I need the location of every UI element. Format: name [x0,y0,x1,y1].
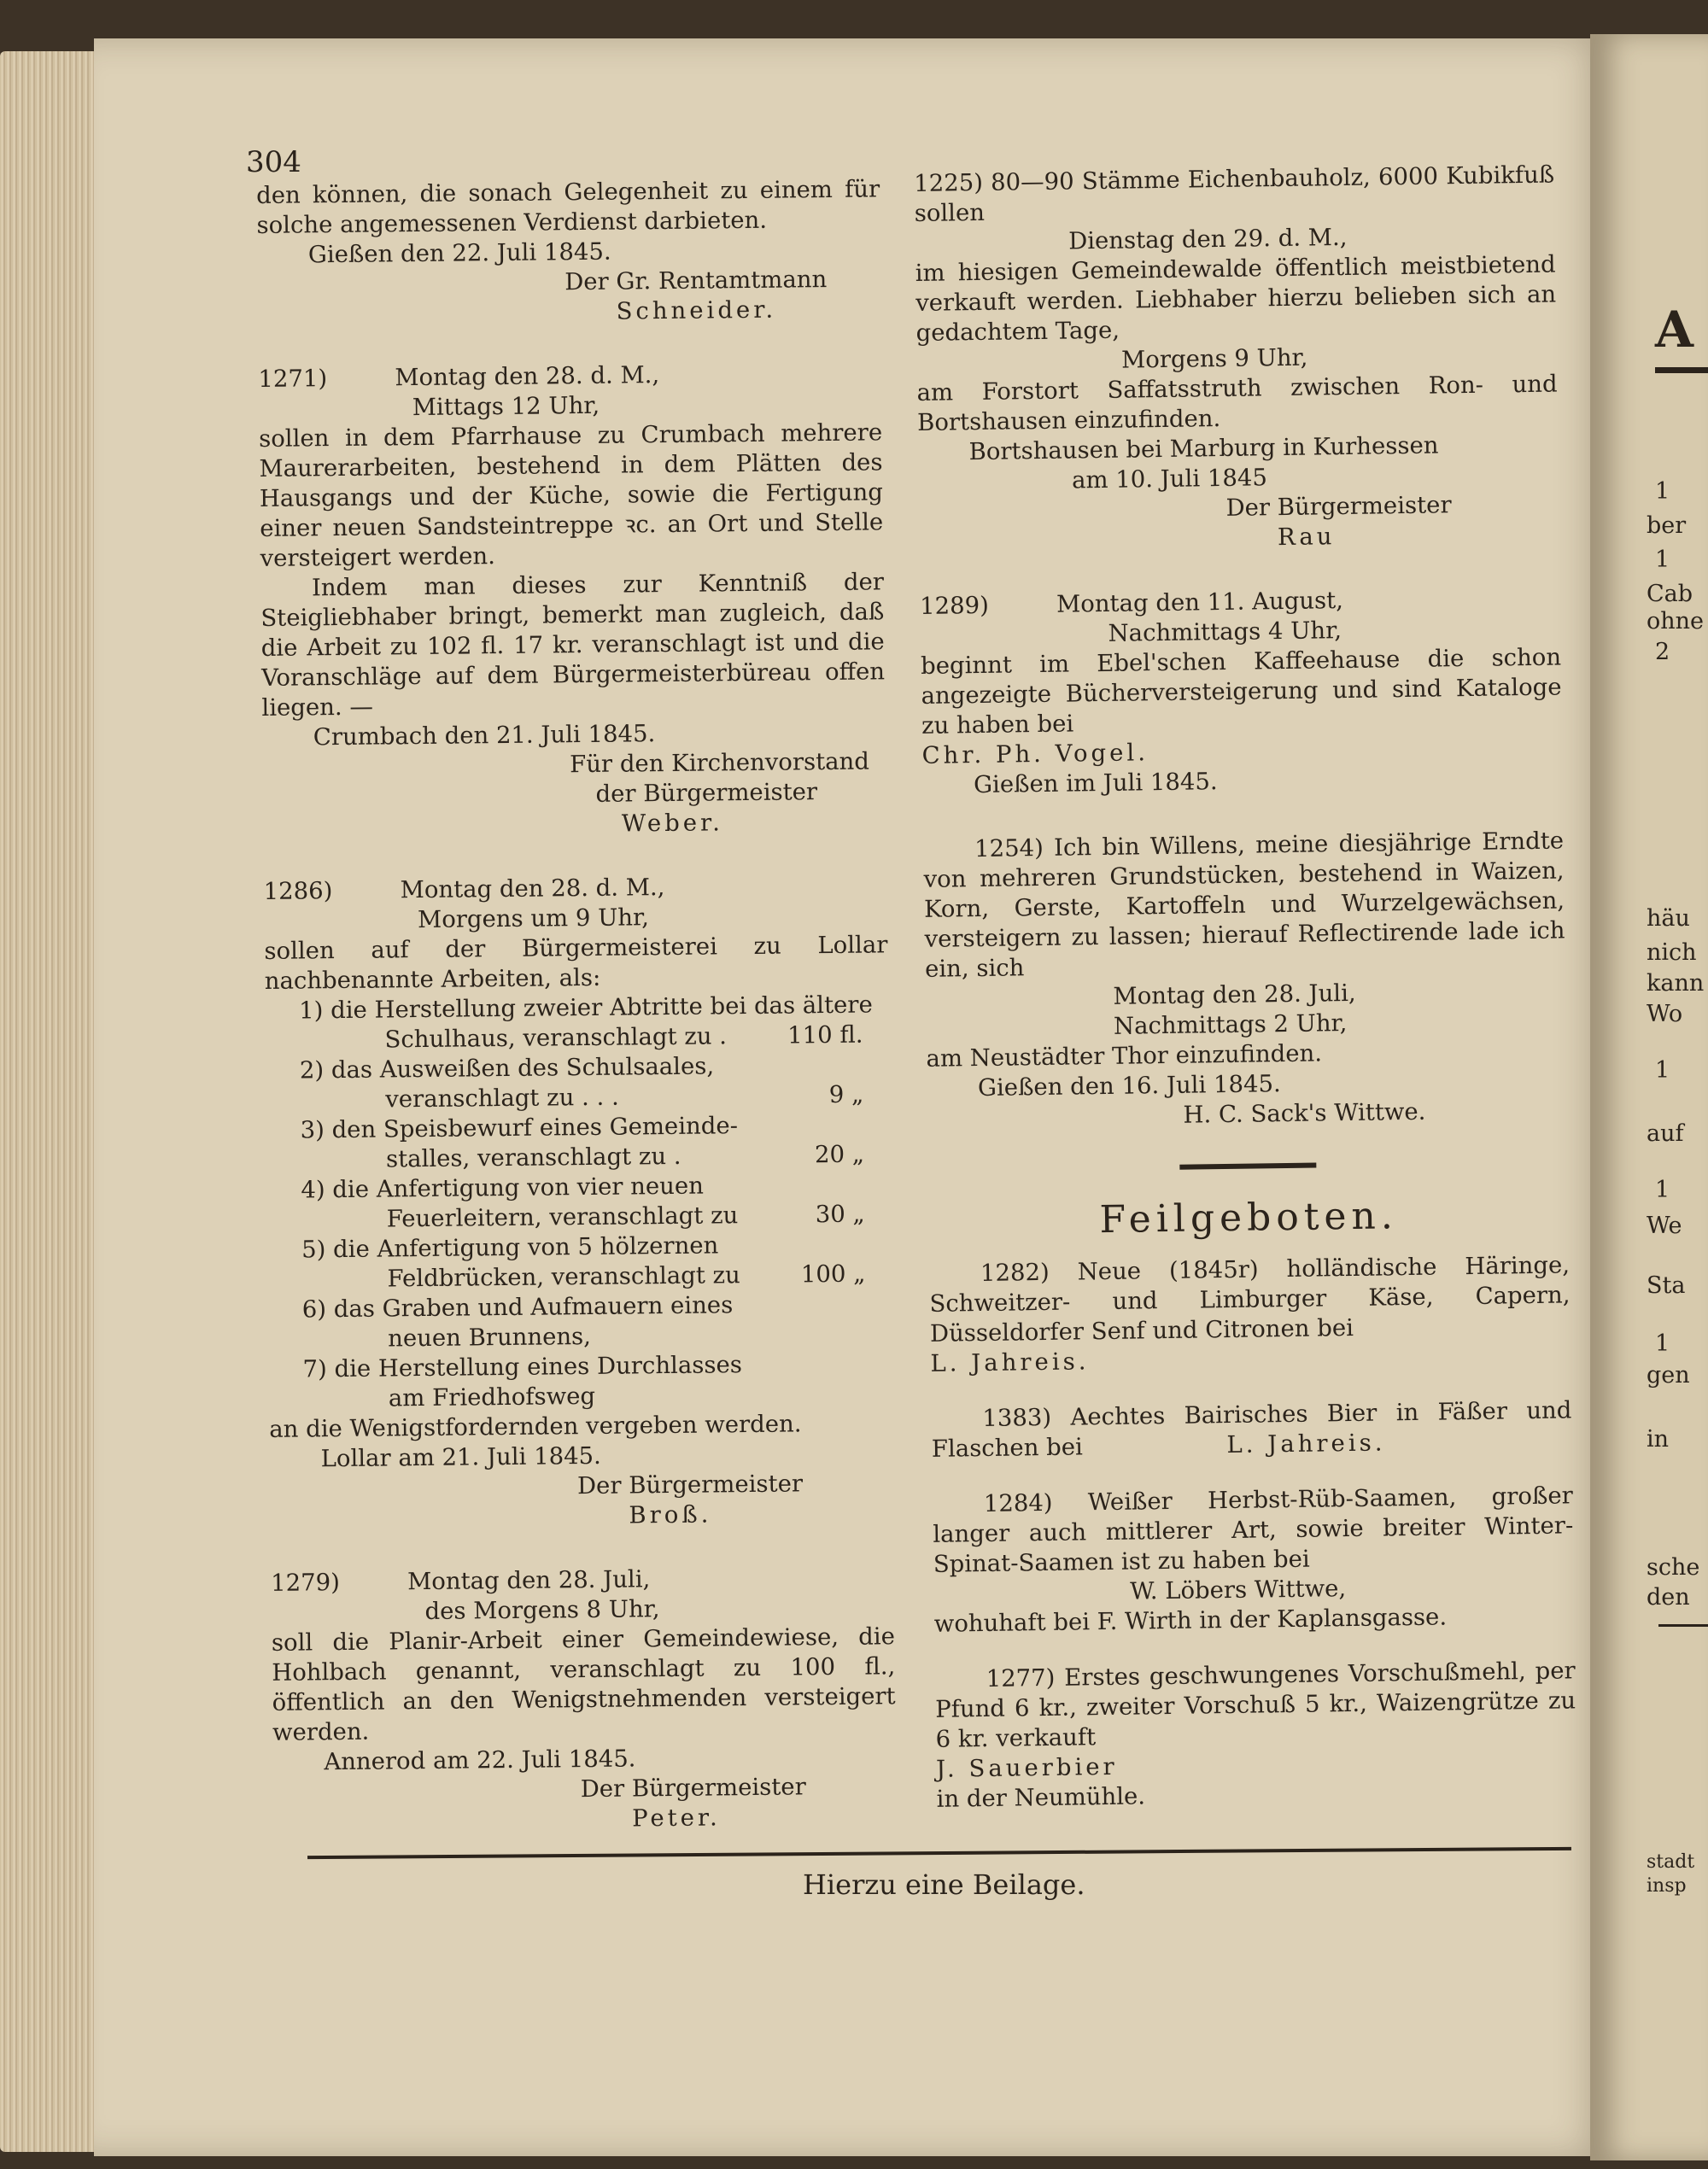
offer-signature: L. Jahreis. [930,1348,1090,1377]
notice-signature: Der Gr. Rentamtmann [564,266,828,296]
offer-signature-address: wohuhaft bei F. Wirth in der Kaplansgasse. [933,1603,1448,1638]
notice-body: im hiesigen Gemeindewalde öffentlich meistbietend verkauft werden. Liebhaber hierzu belieben sich an gedachtem Tage, [915,250,1557,347]
notice-time: Nachmittags 2 Uhr, [1113,1009,1348,1040]
notice-place-date: Crumbach den 21. Juli 1845. [313,720,656,751]
next-page-line: häu [1647,905,1690,932]
notice-signature: Der Bürgermeister [1225,491,1452,522]
offer-signature: W. Löbers Wittwe, [1130,1575,1347,1605]
next-page-line: insp [1647,1875,1687,1897]
notice-intro [256,174,881,330]
offer-signature-address: in der Neumühle. [936,1782,1146,1813]
list-item-label: 4) die Anfertigung von vier neuen [301,1172,705,1204]
notice-signature: Weber. [621,809,724,838]
notice-time: Montag den 28. Juli, [1113,979,1356,1010]
notice-number: 1289) [919,591,990,620]
notice-time: Montag den 28. d. M., [400,874,665,904]
notice-1254 [923,826,1568,1133]
next-page-line: stadt [1647,1851,1695,1873]
next-page-line: Sta [1647,1272,1686,1299]
offer-signature: L. Jahreis. [1226,1429,1386,1459]
notice-time: Montag den 11. August, [1056,587,1344,618]
next-page-line: 1 [1655,478,1670,505]
list-item-label: 5) die Anfertigung von 5 hölzernen [301,1231,719,1264]
notice-body: Ich bin Willens, meine diesjährige Erndte von mehreren Grundstücken, bestehend in Waizen, Korn, Gerste, Kartoffeln und Wurzelgewächsen, versteigern zu lassen; hierauf Reflectirende lade ich ein, sich [923,827,1565,983]
notice-time: Dienstag den 29. d. M., [1068,223,1348,255]
notice-signature: der Bürgermeister [595,778,818,808]
next-page-line: kann [1647,970,1705,997]
notice-1289 [920,582,1563,800]
next-page-heading: A [1655,301,1694,359]
next-page-line: ohne [1647,608,1705,634]
notice-body: Indem man dieses zur Kenntniß der Steigliebhaber bringt, bemerkt man zugleich, daß die Arbeit zu 102 fl. 17 kr. veranschlagt ist und die Voranschläge auf dem Bürgermeisterbüreau offen liegen. — [260,568,886,722]
offer-number: 1277) [986,1663,1056,1693]
offer-body: Erstes geschwungenes Vorschußmehl, per Pfund 6 kr., zweiter Vorschuß 5 kr., Waizengrütze zu 6 kr. verkauft [934,1657,1576,1753]
section-divider [1179,1163,1316,1170]
list-item-cost: 9 „ [828,1080,864,1109]
notice-number: 1225) [914,168,984,197]
list-item-cost [772,1318,892,1349]
offer-1277 [934,1656,1576,1814]
offer-1383 [931,1395,1572,1464]
list-item-cost: 30 „ [815,1200,865,1229]
next-page-line: in [1647,1426,1670,1453]
notice-signature: Schneider. [616,295,777,325]
offer-1282 [929,1250,1571,1378]
notice-number: 1286) [263,877,333,905]
list-item-label: am Friedhofsweg [388,1382,596,1412]
list-item-cost: 20 „ [814,1140,865,1169]
right-column [914,161,1577,1815]
list-item-label: Feuerleitern, veranschlagt zu [386,1201,739,1233]
list-item-label: 1) die Herstellung zweier Abtritte bei das ältere [299,991,873,1025]
next-page-rule [1658,1624,1708,1627]
offer-body: Neue (1845r) holländische Häringe, Schweitzer- und Limburger Käse, Capern, Düsseldorfer Senf und Citronen bei [929,1251,1571,1348]
notice-time: Nachmittags 4 Uhr, [1108,617,1342,647]
notice-time: Montag den 28. Juli, [407,1565,651,1596]
next-page-line: auf [1647,1120,1684,1147]
notice-signature: Chr. Ph. Vogel. [921,739,1149,769]
notice-signature: H. C. Sack's Wittwe. [1183,1097,1426,1129]
list-item-label: neuen Brunnens, [388,1322,592,1353]
next-page-rule [1655,367,1708,373]
list-item-label: Feldbrücken, veranschlagt zu [387,1261,740,1293]
list-item-label: veranschlagt zu . . . [385,1083,619,1114]
list-item-label: 6) das Graben und Aufmauern eines [301,1291,734,1324]
next-page-line: gen [1647,1362,1690,1389]
notice-place-date: Bortshausen bei Marburg in Kurhessen [968,431,1439,466]
notice-headline: 80—90 Stämme Eichenbauholz, 6000 Kubikfuß sollen [914,161,1555,227]
list-item-cost: 100 „ [800,1260,866,1289]
notice-place-date: Gießen den 22. Juli 1845. [307,237,611,269]
offer-body: Aechtes Bairisches Bier in Fäßer und Flaschen bei [931,1396,1572,1463]
notice-number: 1271) [258,365,328,393]
notice-body: am Neustädter Thor einzufinden. [926,1039,1323,1073]
list-item-cost [773,1378,892,1409]
notice-place-date: Annerod am 22. Juli 1845. [324,1745,636,1776]
next-page-line: We [1647,1213,1682,1239]
offer-1284 [933,1481,1575,1639]
notice-body: an die Wenigstfordernden vergeben werden. [269,1410,802,1443]
notice-number: 1254) [974,833,1044,863]
notice-body: sollen in dem Pfarrhause zu Crumbach mehrere Maurerarbeiten, bestehend in dem Plätten des Hausgangs und der Küche, sowie die Fertigung einer neuen Sandsteintreppe ꝛc. an Ort und Stelle versteigert werden. [258,418,884,572]
list-item-label: 3) den Speisbewurf eines Gemeinde- [300,1112,739,1144]
notice-1225 [914,161,1559,558]
notice-signature: Peter. [631,1804,721,1833]
next-page-line: 1 [1655,547,1670,573]
section-title: Feilgeboten. [1099,1194,1399,1242]
list-item-label: 2) das Ausweißen des Schulsaales, [299,1052,715,1084]
notice-time: des Morgens 8 Uhr, [424,1595,660,1626]
list-item-label: Schulhaus, veranschlagt zu . [384,1022,728,1054]
notice-signature: Für den Kirchenvorstand [570,747,870,779]
next-page-line: 1 [1655,1177,1670,1203]
offer-body: Weißer Herbst-Rüb-Saamen, großer langer auch mittlerer Art, sowie breiter Winter-Spinat-Saamen ist zu haben bei [933,1482,1574,1578]
notice-signature: Der Bürgermeister [576,1470,804,1500]
next-page-line: 1 [1655,1330,1670,1357]
notice-time: Morgens 9 Uhr, [1120,343,1308,374]
list-item-label: stalles, veranschlagt zu . [385,1142,681,1173]
next-page-line: ber [1647,512,1687,539]
notice-time: Morgens um 9 Uhr, [417,903,650,934]
right-page-fragment [1590,34,1708,2160]
list-item-cost: 110 fl. [787,1020,863,1049]
page-edges [0,51,102,2152]
notice-date: am 10. Juli 1845 [1071,464,1268,494]
notice-1271 [258,358,886,843]
notice-place-date: Gießen den 16. Juli 1845. [977,1070,1281,1102]
page-number: 304 [246,145,301,179]
next-page-line: Cab [1647,581,1693,607]
footer-text: Hierzu eine Beilage. [803,1868,1085,1901]
notice-body: sollen auf der Bürgermeisterei zu Lollar nachbenannte Arbeiten, als: [264,931,888,995]
notice-body: den können, die sonach Gelegenheit zu einem für solche angemessenen Verdienst darbieten. [256,175,880,239]
notice-1286 [264,870,894,1535]
notice-signature: Der Bürgermeister [580,1773,806,1804]
notice-1279 [271,1562,897,1838]
notice-time: Montag den 28. d. M., [395,361,660,392]
next-page-line: nich [1647,939,1697,966]
next-page-line: sche [1647,1554,1700,1581]
offer-signature: J. Sauerbier [935,1752,1118,1783]
next-page-line: Wo [1647,1001,1683,1027]
notice-signature: Rau [1277,523,1336,552]
notice-signature: Broß. [629,1500,712,1529]
notice-place-date: Gießen im Juli 1845. [973,768,1218,799]
notice-body: soll die Planir-Arbeit einer Gemeindewiese, die Hohlbach genannt, veranschlagt zu 100 fl., öffentlich an den Wenigstnehmenden versteigert werden. [271,1622,896,1746]
offer-number: 1383) [982,1403,1052,1433]
offer-number: 1282) [980,1258,1050,1288]
next-page-line: den [1647,1584,1690,1611]
notice-body: beginnt im Ebel'schen Kaffeehause die schon angezeigte Bücherversteigerung und sind Kataloge zu haben bei [920,643,1562,740]
next-page-line: 1 [1655,1057,1670,1084]
next-page-line: 2 [1655,639,1670,665]
notice-number: 1279) [271,1569,341,1597]
notice-time: Mittags 12 Uhr, [412,391,600,422]
notice-place-date: Lollar am 21. Juli 1845. [320,1441,602,1473]
list-item-label: 7) die Herstellung eines Durchlasses [302,1351,743,1383]
left-column [256,174,898,1872]
offer-number: 1284) [983,1488,1053,1518]
notice-body: am Forstort Saffatsstruth zwischen Ron- und Bortshausen einzufinden. [916,370,1558,436]
